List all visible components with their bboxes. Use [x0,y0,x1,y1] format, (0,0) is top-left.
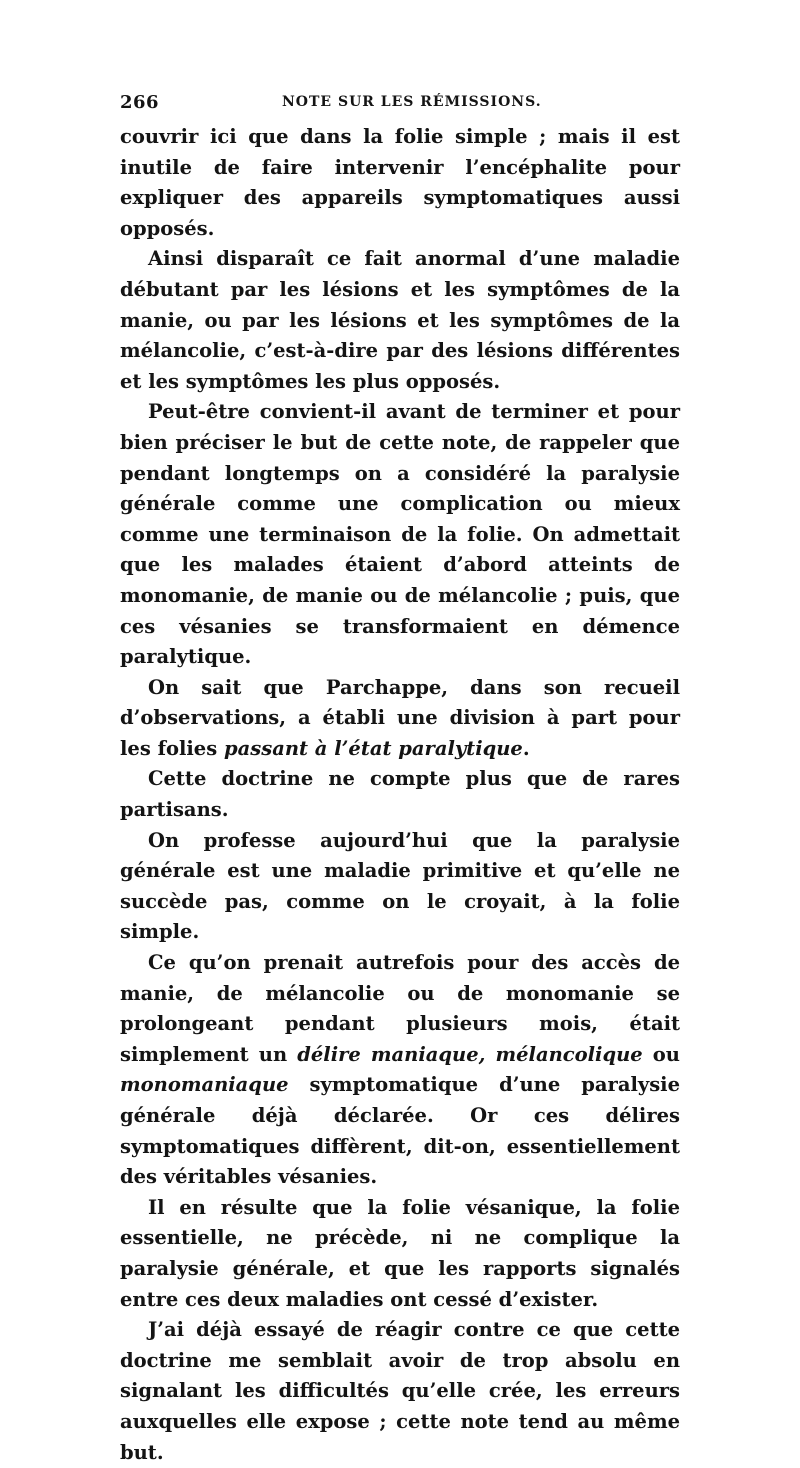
paragraph-p2 [120,244,680,397]
paragraph-text: . [522,736,530,760]
italic-text: monomaniaque [120,1073,289,1097]
paragraph-text: On professe aujourd’hui que la paralysie générale est une maladie primitive et qu’elle ne succède pas, comme on le croyait, à la folie simple. [120,828,680,944]
paragraph-p9 [120,1315,680,1468]
book-page [120,92,680,1468]
paragraph-text: Peut-être convient-il avant de terminer et pour bien préciser le but de cette note, de rappeler que pendant longtemps on a considéré la paralysie générale comme une complication ou mieux comme une terminaison de la folie. On admettait que les malades étaient d’abord atteints de monomanie, de manie ou de mélancolie ; puis, que ces vésanies se transformaient en démence paralytique. [120,400,680,669]
italic-text: passant à l’état paralytique [223,736,523,760]
italic-text: délire maniaque, mélancolique [297,1042,643,1066]
paragraph-text: couvrir ici que dans la folie simple ; mais il est inutile de faire intervenir l’encéphalite pour expliquer des appareils symptomatiques aussi opposés. [120,125,680,240]
paragraph-text: Cette doctrine ne compte plus que de rares partisans. [120,767,680,822]
paragraph-p1 [120,122,680,244]
paragraph-p7 [120,948,680,1193]
page-number: 266 [120,92,160,113]
paragraph-p6 [120,826,680,948]
paragraph-p3 [120,397,680,672]
paragraph-p8 [120,1193,680,1315]
paragraph-text: J’ai déjà essayé de réagir contre ce que cette doctrine me semblait avoir de trop absolu en signalant les difficultés qu’elle crée, les erreurs auxquelles elle expose ; cette note tend au même but. [120,1318,680,1464]
paragraph-text: ou [642,1042,680,1066]
paragraph-p4 [120,673,680,765]
paragraph-text: symptomatique d’une paralysie générale déjà déclarée. Or ces délires symptomatiques diffèrent, dit-on, essentiellement des véritables vésanies. [120,1073,680,1189]
paragraph-text: Il en résulte que la folie vésanique, la folie essentielle, ne précède, ni ne complique la paralysie générale, et que les rapports signalés entre ces deux maladies ont cessé d’exister. [120,1195,680,1311]
paragraph-text: Ainsi disparaît ce fait anormal d’une maladie débutant par les lésions et les symptômes de la manie, ou par les lésions et les symptômes de la mélancolie, c’est-à-dire par des lésions différentes et les symptômes les plus opposés. [120,247,680,393]
text-body [120,122,680,1468]
paragraph-text: Ce qu’on prenait autrefois pour des accès de manie, de mélancolie ou de monomanie se prolongeant pendant plusieurs mois, était simplement un [120,951,680,1066]
paragraph-text: On sait que Parchappe, dans son recueil d’observations, a établi une division à part pour les folies [120,675,680,760]
running-header [120,92,680,122]
paragraph-p5 [120,764,680,825]
running-title: NOTE SUR LES RÉMISSIONS. [282,94,542,110]
